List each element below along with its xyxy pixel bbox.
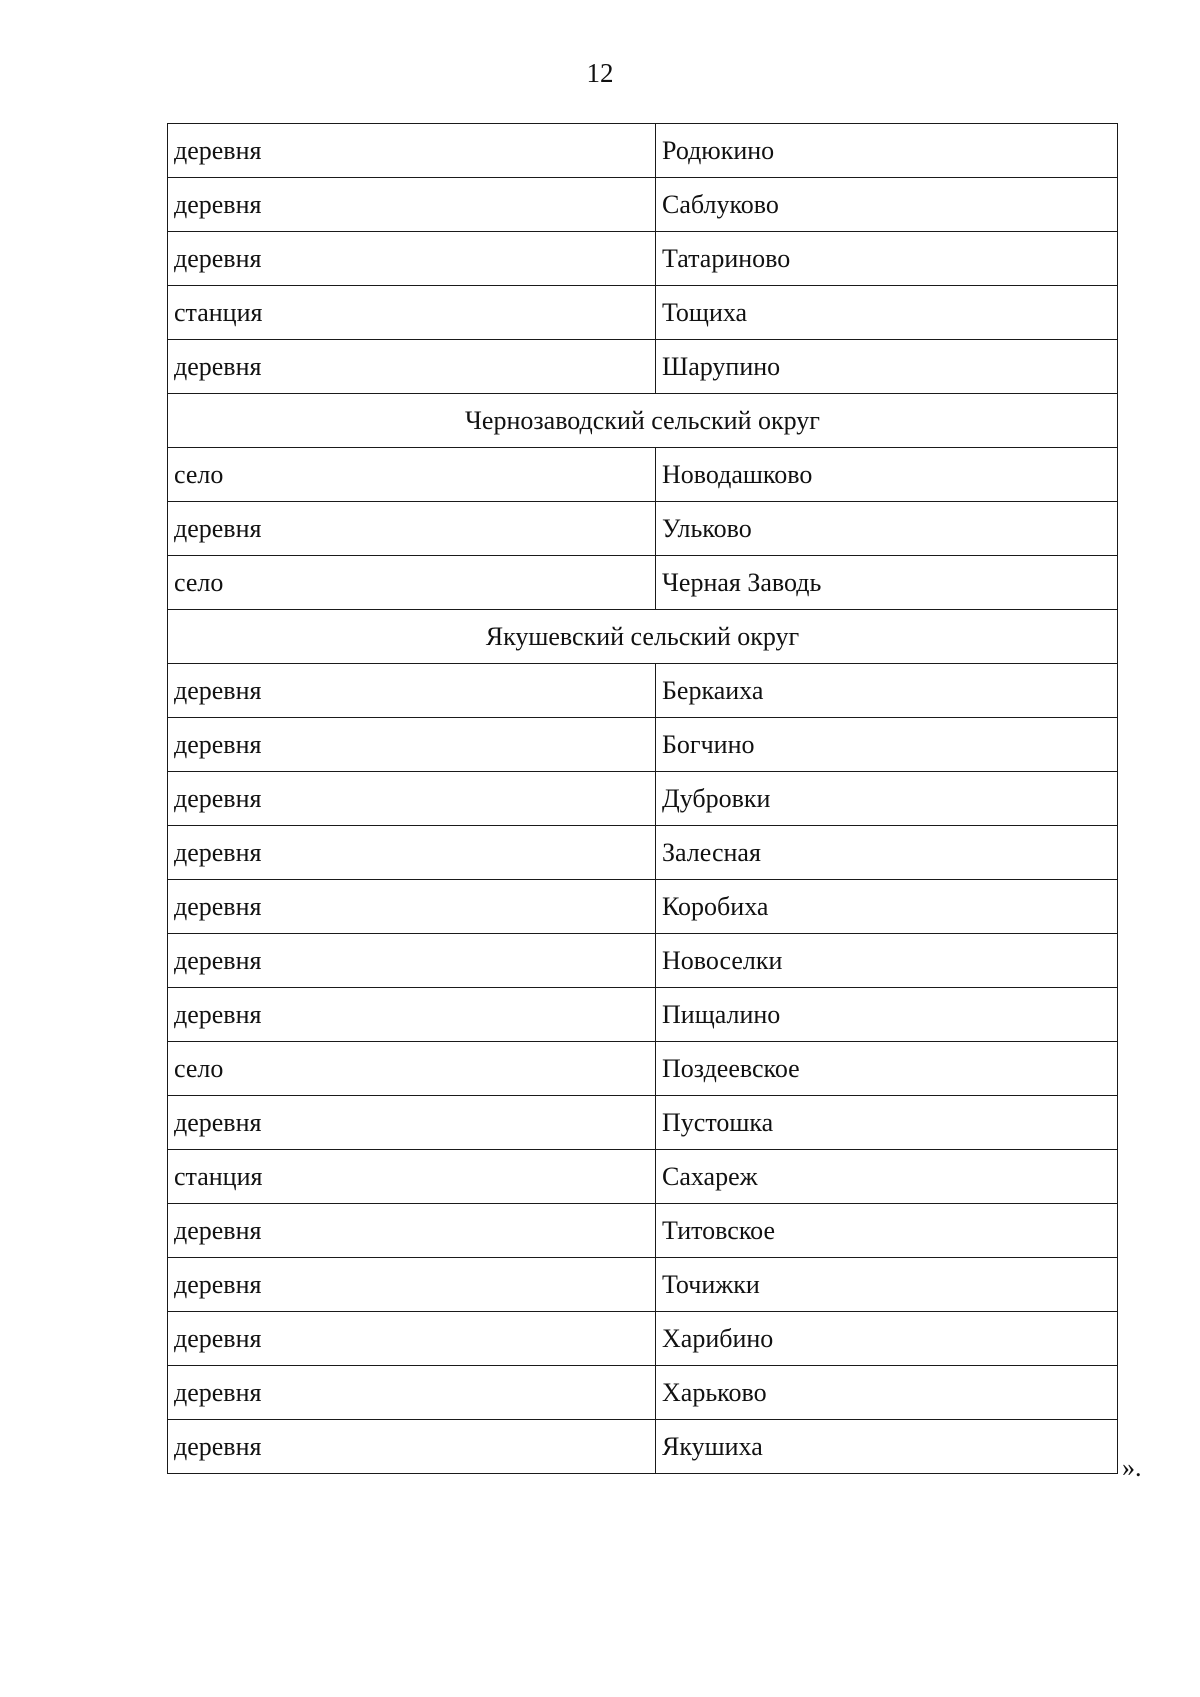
settlement-name-cell: Саблуково bbox=[656, 178, 1118, 232]
settlement-name-cell: Харибино bbox=[656, 1312, 1118, 1366]
settlements-table bbox=[167, 123, 1118, 1474]
settlement-name-cell: Тощиха bbox=[656, 286, 1118, 340]
settlements-table-body bbox=[168, 124, 1118, 1474]
settlement-name-cell: Пустошка bbox=[656, 1096, 1118, 1150]
table-row bbox=[168, 880, 1118, 934]
settlement-name-cell: Татариново bbox=[656, 232, 1118, 286]
settlement-type-cell: деревня bbox=[168, 718, 656, 772]
page-number: 12 bbox=[586, 58, 614, 88]
table-row bbox=[168, 934, 1118, 988]
settlement-name-cell: Залесная bbox=[656, 826, 1118, 880]
settlement-name-cell: Точижки bbox=[656, 1258, 1118, 1312]
table-row bbox=[168, 1096, 1118, 1150]
table-row bbox=[168, 772, 1118, 826]
settlement-name-cell: Харьково bbox=[656, 1366, 1118, 1420]
settlement-type-cell: деревня bbox=[168, 880, 656, 934]
settlement-name-cell: Богчино bbox=[656, 718, 1118, 772]
settlement-type-cell: деревня bbox=[168, 1312, 656, 1366]
settlement-name-cell: Родюкино bbox=[656, 124, 1118, 178]
settlement-type-cell: деревня bbox=[168, 502, 656, 556]
table-row bbox=[168, 664, 1118, 718]
settlement-type-cell: деревня bbox=[168, 664, 656, 718]
settlement-type-cell: деревня bbox=[168, 340, 656, 394]
section-title: Якушевский сельский округ bbox=[168, 610, 1118, 664]
table-row bbox=[168, 1150, 1118, 1204]
table-row bbox=[168, 988, 1118, 1042]
table-row bbox=[168, 448, 1118, 502]
settlement-name-cell: Шарупино bbox=[656, 340, 1118, 394]
settlement-type-cell: деревня bbox=[168, 988, 656, 1042]
settlement-type-cell: село bbox=[168, 556, 656, 610]
table-row bbox=[168, 556, 1118, 610]
settlement-name-cell: Новоселки bbox=[656, 934, 1118, 988]
settlement-type-cell: деревня bbox=[168, 1420, 656, 1474]
table-row bbox=[168, 718, 1118, 772]
settlement-name-cell: Коробиха bbox=[656, 880, 1118, 934]
settlement-type-cell: деревня bbox=[168, 1096, 656, 1150]
settlement-type-cell: деревня bbox=[168, 1258, 656, 1312]
settlement-name-cell: Новодашково bbox=[656, 448, 1118, 502]
section-header-row bbox=[168, 394, 1118, 448]
settlement-type-cell: село bbox=[168, 448, 656, 502]
settlement-name-cell: Сахареж bbox=[656, 1150, 1118, 1204]
settlement-name-cell: Беркаиха bbox=[656, 664, 1118, 718]
settlement-type-cell: деревня bbox=[168, 178, 656, 232]
table-row bbox=[168, 286, 1118, 340]
settlement-name-cell: Якушиха bbox=[656, 1420, 1118, 1474]
settlement-name-cell: Ульково bbox=[656, 502, 1118, 556]
table-row bbox=[168, 1042, 1118, 1096]
settlement-type-cell: деревня bbox=[168, 1204, 656, 1258]
table-row bbox=[168, 124, 1118, 178]
settlement-type-cell: село bbox=[168, 1042, 656, 1096]
settlement-type-cell: деревня bbox=[168, 772, 656, 826]
section-title: Чернозаводский сельский округ bbox=[168, 394, 1118, 448]
closing-quote-mark: ». bbox=[1122, 1453, 1142, 1482]
settlement-name-cell: Черная Заводь bbox=[656, 556, 1118, 610]
table-row bbox=[168, 1312, 1118, 1366]
table-row bbox=[168, 502, 1118, 556]
settlement-type-cell: деревня bbox=[168, 232, 656, 286]
settlement-name-cell: Дубровки bbox=[656, 772, 1118, 826]
settlement-type-cell: деревня bbox=[168, 826, 656, 880]
table-row bbox=[168, 1258, 1118, 1312]
section-header-row bbox=[168, 610, 1118, 664]
settlement-type-cell: станция bbox=[168, 286, 656, 340]
settlement-name-cell: Пищалино bbox=[656, 988, 1118, 1042]
settlement-name-cell: Титовское bbox=[656, 1204, 1118, 1258]
table-row bbox=[168, 232, 1118, 286]
table-row bbox=[168, 826, 1118, 880]
settlement-type-cell: деревня bbox=[168, 934, 656, 988]
settlement-type-cell: деревня bbox=[168, 124, 656, 178]
table-row bbox=[168, 1366, 1118, 1420]
table-row bbox=[168, 178, 1118, 232]
settlement-name-cell: Поздеевское bbox=[656, 1042, 1118, 1096]
table-row bbox=[168, 1420, 1118, 1474]
table-row bbox=[168, 1204, 1118, 1258]
settlement-type-cell: станция bbox=[168, 1150, 656, 1204]
table-row bbox=[168, 340, 1118, 394]
settlement-type-cell: деревня bbox=[168, 1366, 656, 1420]
